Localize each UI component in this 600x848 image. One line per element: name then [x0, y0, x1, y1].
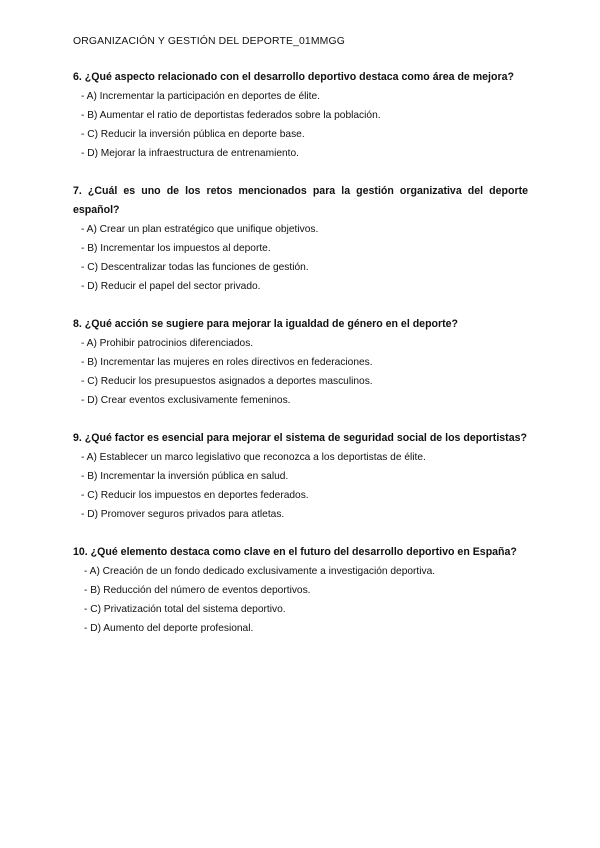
- option-a: - A) Establecer un marco legislativo que reconozca a los deportistas de élite.: [81, 452, 426, 463]
- questions-list: [73, 68, 528, 657]
- question-10: [73, 543, 528, 638]
- options-list: [73, 220, 528, 296]
- question-text: 8. ¿Qué acción se sugiere para mejorar la igualdad de género en el deporte?: [73, 318, 459, 330]
- option-b: - B) Incrementar las mujeres en roles directivos en federaciones.: [81, 357, 373, 368]
- option-b: - B) Incrementar la inversión pública en salud.: [81, 471, 289, 482]
- option-c: - C) Reducir la inversión pública en deporte base.: [81, 129, 305, 140]
- options-list: [73, 87, 528, 163]
- question-text: 9. ¿Qué factor es esencial para mejorar el sistema de seguridad social de los deportistas?: [73, 432, 527, 444]
- question-text: 10. ¿Qué elemento destaca como clave en el futuro del desarrollo deportivo en España?: [73, 546, 517, 558]
- document-header: ORGANIZACIÓN Y GESTIÓN DEL DEPORTE_01MMGG: [73, 36, 345, 47]
- option-d: - D) Promover seguros privados para atletas.: [81, 509, 285, 520]
- option-a: - A) Prohibir patrocinios diferenciados.: [81, 338, 254, 349]
- option-b: - B) Incrementar los impuestos al deporte.: [81, 243, 271, 254]
- option-d: - D) Crear eventos exclusivamente femeninos.: [81, 395, 291, 406]
- question-9: [73, 429, 528, 524]
- option-d: - D) Reducir el papel del sector privado.: [81, 281, 261, 292]
- option-a: - A) Incrementar la participación en deportes de élite.: [81, 91, 320, 102]
- question-text: 7. ¿Cuál es uno de los retos mencionados para la gestión organizativa del deporte español?: [73, 185, 528, 216]
- option-b: - B) Reducción del número de eventos deportivos.: [84, 585, 311, 596]
- option-b: - B) Aumentar el ratio de deportistas federados sobre la población.: [81, 110, 381, 121]
- option-d: - D) Mejorar la infraestructura de entrenamiento.: [81, 148, 299, 159]
- option-c: - C) Privatización total del sistema deportivo.: [84, 604, 286, 615]
- option-a: - A) Crear un plan estratégico que unifique objetivos.: [81, 224, 319, 235]
- option-d: - D) Aumento del deporte profesional.: [84, 623, 254, 634]
- options-list: [73, 448, 528, 524]
- option-c: - C) Descentralizar todas las funciones de gestión.: [81, 262, 309, 273]
- option-c: - C) Reducir los presupuestos asignados a deportes masculinos.: [81, 376, 373, 387]
- option-c: - C) Reducir los impuestos en deportes federados.: [81, 490, 309, 501]
- options-list: [73, 334, 528, 410]
- question-8: [73, 315, 528, 410]
- option-a: - A) Creación de un fondo dedicado exclusivamente a investigación deportiva.: [84, 566, 436, 577]
- question-6: [73, 68, 528, 163]
- question-text: 6. ¿Qué aspecto relacionado con el desarrollo deportivo destaca como área de mejora?: [73, 71, 514, 83]
- question-7: [73, 182, 528, 296]
- options-list: [73, 562, 528, 638]
